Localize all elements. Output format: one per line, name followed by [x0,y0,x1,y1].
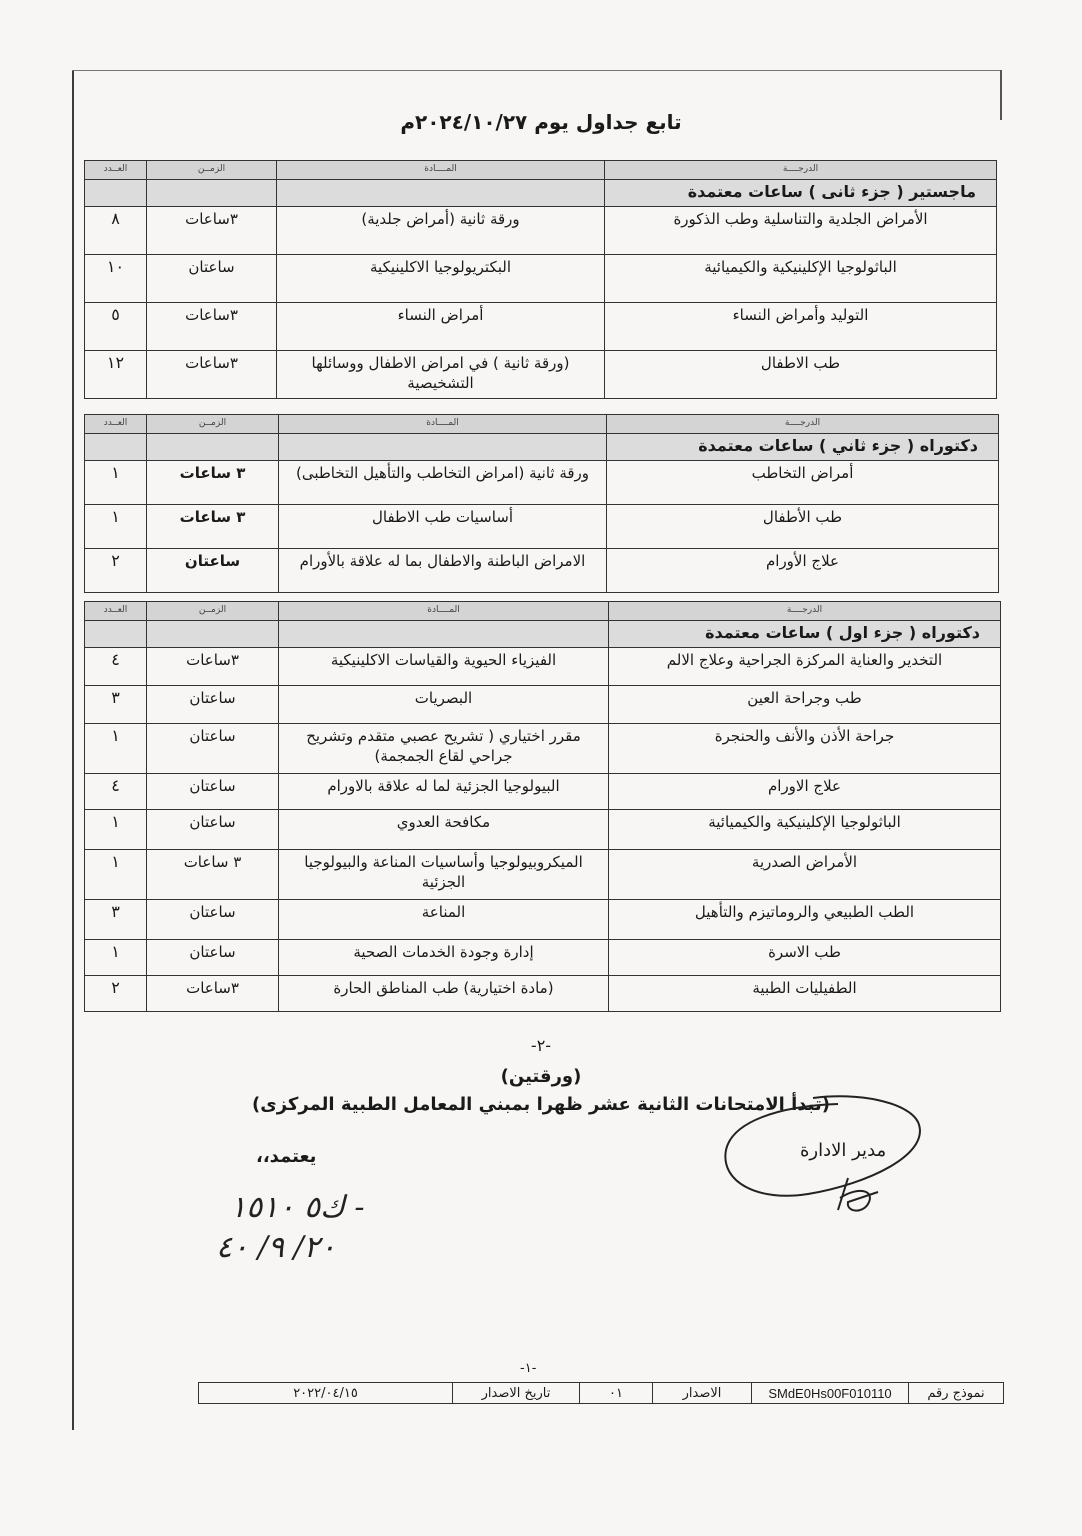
subject-cell: أمراض النساء [277,303,605,351]
subject-cell: ورقة ثانية (أمراض جلدية) [277,207,605,255]
subject-cell: (مادة اختيارية) طب المناطق الحارة [279,976,609,1012]
time-cell: ٣ساعات [147,351,277,399]
count-cell: ١ [85,850,147,900]
count-cell: ١ [85,940,147,976]
degree-cell: طب الأطفال [607,505,999,549]
time-cell: ساعتان [147,255,277,303]
subject-cell: ورقة ثانية (امراض التخاطب والتأهيل التخاطبى) [279,461,607,505]
time-cell: ساعتان [147,900,279,940]
count-cell: ٨ [85,207,147,255]
section-row [85,621,1001,648]
table-header-row [85,161,997,180]
time-cell: ساعتان [147,810,279,850]
time-cell: ٣ ساعات [147,505,279,549]
time-cell: ٣ ساعات [147,850,279,900]
table-row [85,900,1001,940]
table-row [85,303,997,351]
table-row [85,940,1001,976]
time-cell: ساعتان [147,940,279,976]
time-cell: ساعتان [147,774,279,810]
time-cell: ٣ ساعات [147,461,279,505]
header-time: الزمــن [147,161,277,180]
degree-cell: طب الاسرة [609,940,1001,976]
schedule-table-masters-part2 [84,160,997,399]
time-cell: ساعتان [147,686,279,724]
table-row [85,774,1001,810]
page-title: تابع جداول يوم ٢٠٢٤/١٠/٢٧م [400,110,682,134]
form-footer-row [199,1383,1004,1404]
table-row [85,724,1001,774]
subject-cell: (ورقة ثانية ) في امراض الاطفال ووسائلها التشخيصية [277,351,605,399]
section-title: دكتوراه ( جزء اول ) ساعات معتمدة [609,621,1001,648]
subject-cell: أساسيات طب الاطفال [279,505,607,549]
degree-cell: علاج الاورام [609,774,1001,810]
degree-cell: أمراض التخاطب [607,461,999,505]
count-cell: ٤ [85,774,147,810]
time-cell: ٣ساعات [147,303,277,351]
issue-date-label: تاريخ الاصدار [453,1383,580,1404]
form-footer-table [198,1382,1004,1404]
degree-cell: الطب الطبيعي والروماتيزم والتأهيل [609,900,1001,940]
count-cell: ٣ [85,900,147,940]
approve-label: يعتمد،، [256,1146,317,1167]
header-subject: المــــادة [279,415,607,434]
subject-cell: مقرر اختياري ( تشريح عصبي متقدم وتشريح جراحي لقاع الجمجمة) [279,724,609,774]
header-count: العــدد [85,602,147,621]
degree-cell: الطفيليات الطبية [609,976,1001,1012]
table-row [85,549,999,593]
degree-cell: التخدير والعناية المركزة الجراحية وعلاج الالم [609,648,1001,686]
issue-label: الاصدار [653,1383,752,1404]
degree-cell: الأمراض الصدرية [609,850,1001,900]
count-cell: ٢ [85,549,147,593]
header-time: الزمــن [147,415,279,434]
header-degree: الدرجــــة [607,415,999,434]
subject-cell: مكافحة العدوي [279,810,609,850]
table-header-row [85,602,1001,621]
count-cell: ١ [85,505,147,549]
count-cell: ١ [85,724,147,774]
schedule-table-phd-part2 [84,414,999,593]
issue-date-value: ٢٠٢٢/٠٤/١٥ [199,1383,453,1404]
table-row [85,461,999,505]
table-header-row [85,415,999,434]
time-cell: ساعتان [147,724,279,774]
subject-cell: الميكروبيولوجيا وأساسيات المناعة والبيولوجيا الجزئية [279,850,609,900]
manager-signature [718,1092,948,1232]
degree-cell: جراحة الأذن والأنف والحنجرة [609,724,1001,774]
degree-cell: الباثولوجيا الإكلينيكية والكيميائية [605,255,997,303]
handwritten-approval-line2: ٢٠/ ٩/ ٤٠ [216,1230,336,1265]
degree-cell: الباثولوجيا الإكلينيكية والكيميائية [609,810,1001,850]
subject-cell: الامراض الباطنة والاطفال بما له علاقة بالأورام [279,549,607,593]
count-cell: ١٢ [85,351,147,399]
model-label: نموذج رقم [909,1383,1004,1404]
header-degree: الدرجــــة [609,602,1001,621]
count-cell: ١٠ [85,255,147,303]
count-cell: ١ [85,461,147,505]
degree-cell: علاج الأورام [607,549,999,593]
header-subject: المــــادة [279,602,609,621]
subject-cell: إدارة وجودة الخدمات الصحية [279,940,609,976]
count-cell: ٢ [85,976,147,1012]
table-row [85,850,1001,900]
section-title: ماجستير ( جزء ثانى ) ساعات معتمدة [605,180,997,207]
table-row [85,207,997,255]
time-cell: ساعتان [147,549,279,593]
manager-label: مدير الادارة [800,1140,887,1161]
handwritten-approval-line1: ك٥ ١٥١٠ - [230,1190,365,1225]
header-count: العــدد [85,415,147,434]
section-row [85,434,999,461]
degree-cell: طب الاطفال [605,351,997,399]
table-row [85,505,999,549]
page-border [72,70,74,1430]
subject-cell: البكتريولوجيا الاكلينيكية [277,255,605,303]
page-marker: -٢- [530,1036,552,1055]
header-count: العــدد [85,161,147,180]
table-row [85,686,1001,724]
time-cell: ٣ساعات [147,648,279,686]
subject-cell: المناعة [279,900,609,940]
count-cell: ٥ [85,303,147,351]
model-value: SMdE0Hs00F010110 [752,1383,909,1404]
page-border-top [72,70,1002,71]
time-cell: ٣ساعات [147,207,277,255]
subject-cell: الفيزياء الحيوية والقياسات الاكلينيكية [279,648,609,686]
table-row [85,351,997,399]
count-cell: ١ [85,810,147,850]
header-subject: المــــادة [277,161,605,180]
table-row [85,976,1001,1012]
schedule-table-phd-part1 [84,601,1001,1012]
count-cell: ٤ [85,648,147,686]
page-number: -١- [520,1361,537,1376]
issue-value: ٠١ [580,1383,653,1404]
table-row [85,810,1001,850]
table-row [85,648,1001,686]
subject-cell: البيولوجيا الجزئية لما له علاقة بالاورام [279,774,609,810]
time-cell: ٣ساعات [147,976,279,1012]
degree-cell: التوليد وأمراض النساء [605,303,997,351]
degree-cell: طب وجراحة العين [609,686,1001,724]
start-time-note: (تبدأ الامتحانات الثانية عشر ظهرا بمبني المعامل الطبية المركزى) [251,1094,831,1115]
header-time: الزمــن [147,602,279,621]
count-cell: ٣ [85,686,147,724]
section-row [85,180,997,207]
table-row [85,255,997,303]
papers-note: (ورقتين) [500,1066,582,1087]
header-degree: الدرجــــة [605,161,997,180]
subject-cell: البصريات [279,686,609,724]
degree-cell: الأمراض الجلدية والتناسلية وطب الذكورة [605,207,997,255]
section-title: دكتوراه ( جزء ثاني ) ساعات معتمدة [607,434,999,461]
